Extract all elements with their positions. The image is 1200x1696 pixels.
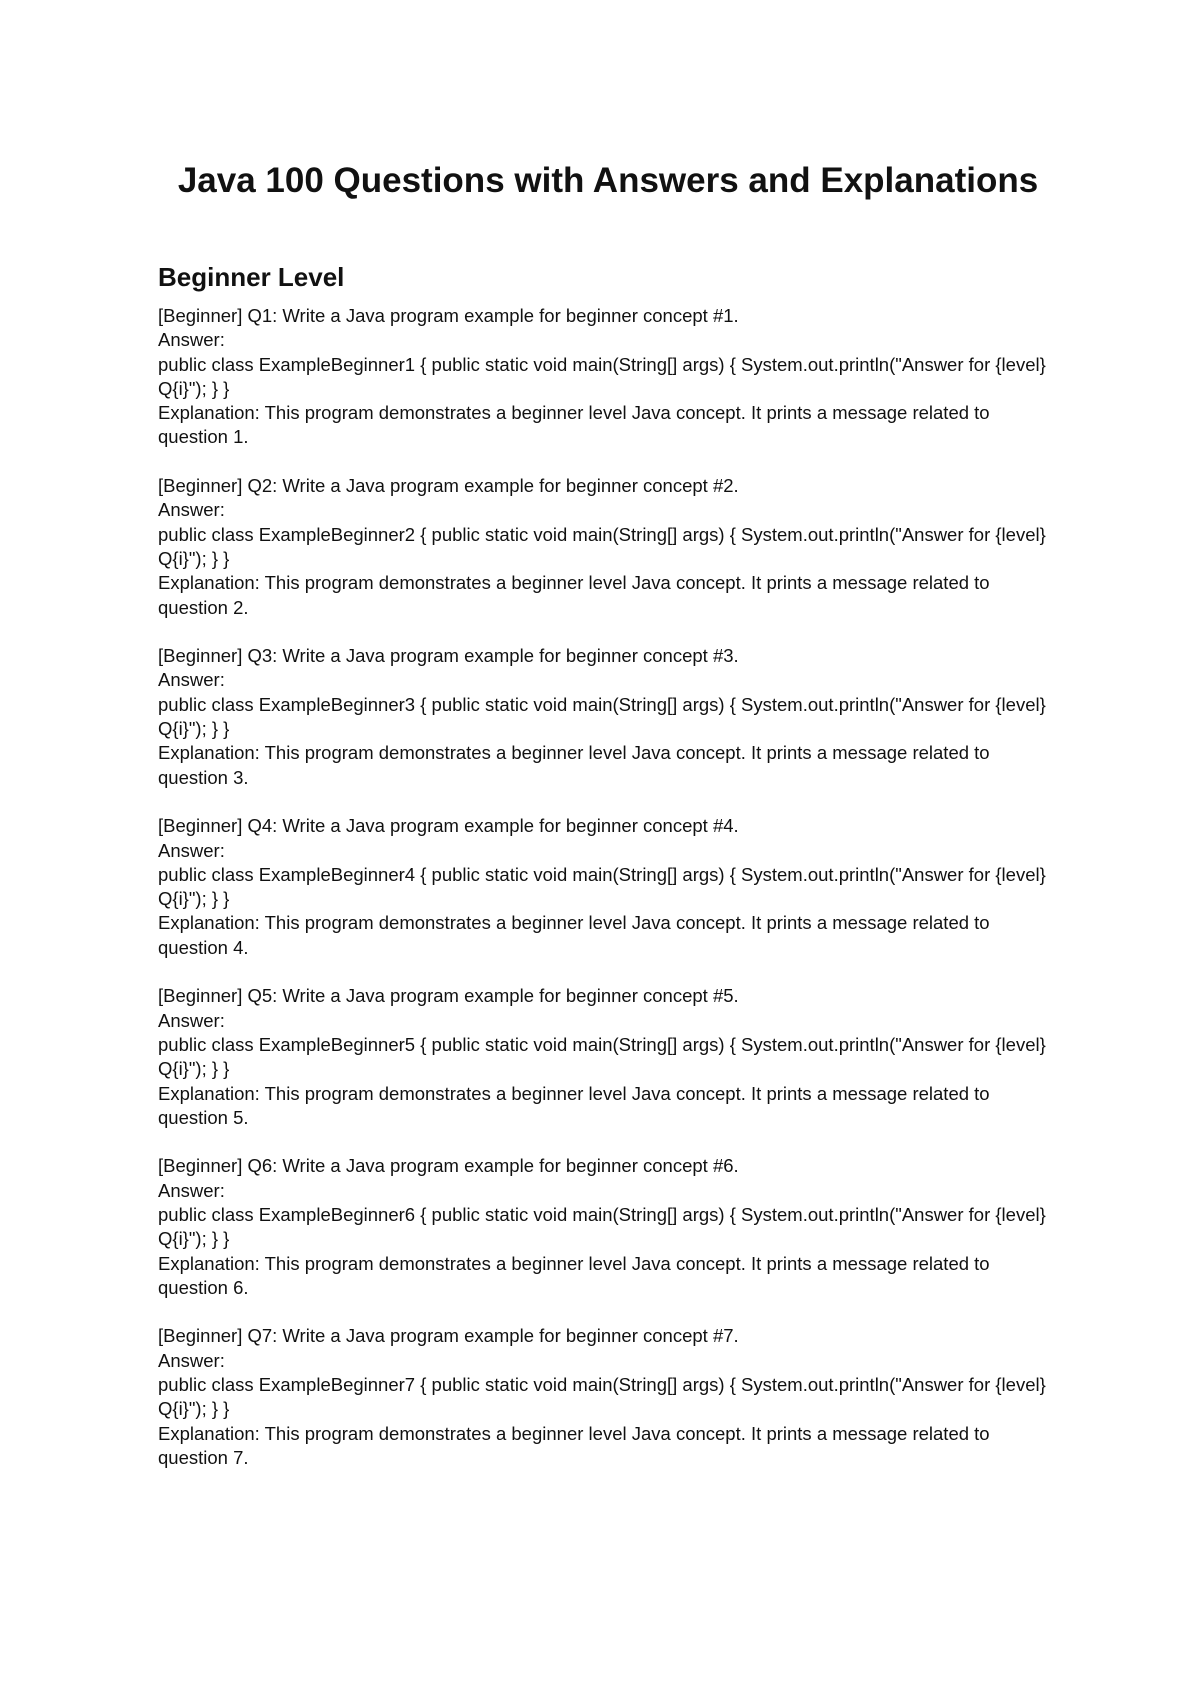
question-prompt: [Beginner] Q6: Write a Java program example for beginner concept #6. [158,1155,739,1177]
explanation-text: Explanation: This program demonstrates a beginner level Java concept. It prints a message related to question 5. [158,1082,990,1128]
answer-code: public class ExampleBeginner1 { public static void main(String[] args) { System.out.println("Answer for {level} Q{i}"); } } [158,353,1046,399]
answer-code: public class ExampleBeginner7 { public static void main(String[] args) { System.out.println("Answer for {level} Q{i}"); } } [158,1374,1046,1420]
explanation-text: Explanation: This program demonstrates a beginner level Java concept. It prints a message related to question 4. [158,912,990,958]
question-item-5 [158,984,1058,1130]
question-item-7 [158,1324,1058,1470]
section-heading: Beginner Level [158,262,345,292]
question-list [158,304,1058,1470]
question-item-1 [158,304,1058,450]
answer-code: public class ExampleBeginner4 { public static void main(String[] args) { System.out.println("Answer for {level} Q{i}"); } } [158,863,1046,910]
answer-label: Answer: [158,1179,225,1201]
question-item-3 [158,644,1058,790]
explanation-text: Explanation: This program demonstrates a beginner level Java concept. It prints a message related to question 7. [158,1422,990,1468]
explanation-text: Explanation: This program demonstrates a beginner level Java concept. It prints a message related to question 2. [158,572,990,618]
answer-code: public class ExampleBeginner3 { public static void main(String[] args) { System.out.println("Answer for {level} Q{i}"); } } [158,693,1046,740]
answer-label: Answer: [158,329,225,351]
answer-label: Answer: [158,1009,225,1031]
answer-label: Answer: [158,669,225,691]
question-item-6 [158,1154,1058,1300]
answer-label: Answer: [158,1349,225,1371]
answer-code: public class ExampleBeginner5 { public static void main(String[] args) { System.out.println("Answer for {level} Q{i}"); } } [158,1033,1046,1080]
document-title: Java 100 Questions with Answers and Explanations [177,161,1039,200]
question-prompt: [Beginner] Q5: Write a Java program example for beginner concept #5. [158,985,739,1007]
answer-label: Answer: [158,839,225,861]
answer-code: public class ExampleBeginner2 { public static void main(String[] args) { System.out.println("Answer for {level} Q{i}"); } } [158,523,1046,569]
question-prompt: [Beginner] Q4: Write a Java program example for beginner concept #4. [158,815,739,837]
answer-code: public class ExampleBeginner6 { public static void main(String[] args) { System.out.println("Answer for {level} Q{i}"); } } [158,1203,1046,1250]
question-prompt: [Beginner] Q7: Write a Java program example for beginner concept #7. [158,1325,739,1347]
section-beginner [158,260,1058,1470]
answer-label: Answer: [158,499,225,521]
question-prompt: [Beginner] Q2: Write a Java program example for beginner concept #2. [158,475,739,497]
question-item-4 [158,814,1058,960]
question-prompt: [Beginner] Q3: Write a Java program example for beginner concept #3. [158,645,739,667]
question-prompt: [Beginner] Q1: Write a Java program example for beginner concept #1. [158,305,739,326]
explanation-text: Explanation: This program demonstrates a beginner level Java concept. It prints a message related to question 3. [158,742,990,788]
question-item-2 [158,474,1058,620]
document-page [158,0,1058,1495]
explanation-text: Explanation: This program demonstrates a beginner level Java concept. It prints a message related to question 1. [158,402,990,448]
explanation-text: Explanation: This program demonstrates a beginner level Java concept. It prints a message related to question 6. [158,1252,990,1298]
